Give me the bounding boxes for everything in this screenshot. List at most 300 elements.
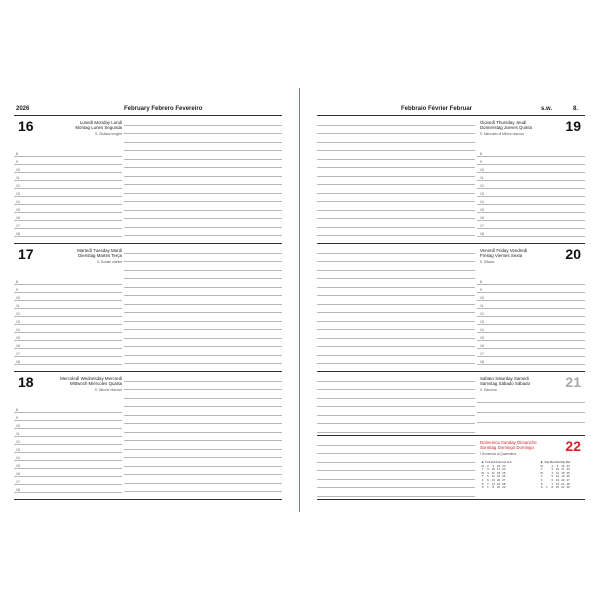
ruled-line — [14, 212, 122, 213]
mini-calendar-cell: Mar — [549, 460, 555, 464]
mini-calendar-cell: 19 — [496, 474, 501, 479]
hour-label: 14 — [16, 328, 20, 332]
day-names-line1: Venerdì Friday Vendredi — [480, 248, 528, 253]
mini-calendar-cell: 5 — [487, 474, 489, 479]
ruled-line — [317, 150, 475, 151]
ruled-line — [124, 218, 282, 219]
hour-label: 13 — [16, 448, 20, 452]
ruled-line — [124, 398, 282, 399]
ruled-line — [124, 491, 282, 492]
ruled-line — [124, 235, 282, 236]
mini-calendar-cell: 1 — [487, 485, 489, 490]
mini-calendar-cell: 25 — [502, 470, 506, 475]
ruled-line — [317, 338, 475, 339]
ruled-line — [317, 346, 475, 347]
mini-calendar-cell: Mar — [560, 460, 566, 464]
ruled-line — [477, 332, 585, 333]
mini-calendar-cell: 6 — [551, 477, 554, 482]
ruled-line — [317, 176, 475, 177]
ruled-line — [477, 308, 585, 309]
mini-calendar-cell: 28 — [502, 481, 506, 486]
mini-calendar-march — [539, 461, 571, 490]
hour-label: 17 — [480, 224, 484, 228]
ruled-line — [124, 125, 282, 126]
hour-label: 18 — [480, 232, 484, 236]
mini-calendar-cell: 1 — [546, 485, 548, 490]
hour-label: 17 — [16, 224, 20, 228]
ruled-line — [124, 483, 282, 484]
hour-label: 16 — [480, 216, 484, 220]
mini-calendar-cell: 22 — [502, 485, 506, 490]
ruled-line — [477, 402, 585, 403]
ruled-line — [477, 340, 585, 341]
hour-label: 14 — [16, 456, 20, 460]
ruled-line — [317, 321, 475, 322]
saint-name: S. Giuliana vergine — [95, 131, 122, 136]
ruled-line — [124, 406, 282, 407]
ruled-line — [317, 201, 475, 202]
ruled-line — [317, 329, 475, 330]
day-names-line2: Freitag Viernes Sexta — [480, 253, 523, 259]
week-label: s.w. — [541, 106, 553, 112]
mini-calendar-cell: S — [540, 485, 543, 490]
hour-label: 9 — [480, 288, 482, 292]
ruled-line — [14, 356, 122, 357]
mini-calendar-cell: Feb — [485, 460, 491, 464]
ruled-line — [14, 300, 122, 301]
mini-calendar-cell: 7 — [487, 481, 489, 486]
hour-label: 11 — [16, 304, 20, 308]
ruled-line — [14, 452, 122, 453]
mini-calendar-cell: ■ — [540, 460, 543, 464]
ruled-line — [477, 324, 585, 325]
ruled-line — [14, 420, 122, 421]
hour-label: 15 — [16, 464, 20, 468]
day-names-line2: Dienstag Martes Terça — [78, 253, 122, 259]
hour-label: 9 — [16, 416, 18, 420]
ruled-line — [477, 284, 585, 285]
ruled-line — [124, 329, 282, 330]
day-separator — [14, 371, 282, 372]
ruled-line — [14, 348, 122, 349]
ruled-line — [14, 236, 122, 237]
ruled-line — [317, 287, 475, 288]
ruled-line — [317, 363, 475, 364]
right-page-header — [317, 104, 585, 116]
mini-calendar-cell: 10 — [491, 467, 495, 472]
ruled-line — [14, 324, 122, 325]
left-page — [14, 100, 282, 500]
hour-label: 9 — [16, 160, 18, 164]
ruled-line — [317, 398, 475, 399]
mini-calendar-february — [480, 461, 512, 490]
ruled-line — [124, 355, 282, 356]
ruled-line — [14, 332, 122, 333]
mini-calendar-cell: 15 — [496, 485, 501, 490]
ruled-line — [317, 125, 475, 126]
ruled-line — [14, 204, 122, 205]
ruled-line — [317, 415, 475, 416]
hour-label: 14 — [16, 200, 20, 204]
mini-calendar-cell: Feb — [496, 460, 501, 464]
ruled-line — [124, 287, 282, 288]
ruled-line — [124, 133, 282, 134]
hour-label: 9 — [480, 160, 482, 164]
ruled-line — [317, 453, 475, 454]
hour-label: 10 — [16, 424, 20, 428]
ruled-line — [14, 284, 122, 285]
ruled-line — [477, 316, 585, 317]
ruled-line — [317, 312, 475, 313]
ruled-line — [477, 356, 585, 357]
ruled-line — [124, 270, 282, 271]
ruled-line — [124, 261, 282, 262]
ruled-line — [124, 432, 282, 433]
mini-calendar-cell: 16 — [561, 463, 565, 468]
ruled-line — [477, 220, 585, 221]
ruled-line — [14, 292, 122, 293]
ruled-line — [14, 412, 122, 413]
hour-label: 11 — [16, 432, 20, 436]
mini-calendar-cell: 3 — [551, 467, 554, 472]
ruled-line — [124, 150, 282, 151]
ruled-line — [14, 364, 122, 365]
hour-label: 18 — [16, 360, 20, 364]
ruled-line — [124, 167, 282, 168]
ruled-line — [14, 228, 122, 229]
ruled-line — [124, 466, 282, 467]
day-names-line1: Domenica Sunday Dimanche — [480, 440, 537, 445]
hour-label: 16 — [16, 216, 20, 220]
mini-calendar-cell: T — [540, 467, 543, 472]
ruled-line — [14, 492, 122, 493]
week-number: 8. — [573, 106, 579, 112]
mini-calendar-cell: 26 — [502, 474, 506, 479]
mini-calendar-cell: 12 — [491, 474, 495, 479]
hour-label: 15 — [480, 336, 484, 340]
hour-label: 15 — [16, 336, 20, 340]
ruled-line — [124, 253, 282, 254]
hour-label: 12 — [480, 312, 484, 316]
mini-calendar-cell: 9 — [556, 463, 559, 468]
day-names-line1: Giovedì Thursday Jeudi — [480, 120, 527, 125]
mini-calendar-cell: 27 — [566, 477, 570, 482]
ruled-line — [14, 316, 122, 317]
hour-label: 9 — [16, 288, 18, 292]
mini-calendar-cell: Mar — [565, 460, 571, 464]
mini-calendar-cell: 27 — [502, 477, 506, 482]
mini-calendar-cell: 4 — [551, 470, 554, 475]
ruled-line — [124, 278, 282, 279]
hour-label: 18 — [16, 488, 20, 492]
hour-label: 18 — [480, 360, 484, 364]
day-names — [44, 120, 122, 137]
ruled-line — [14, 180, 122, 181]
month-label: February Febrero Fevereiro — [124, 106, 203, 112]
year-label: 2026 — [16, 106, 30, 112]
ruled-line — [124, 346, 282, 347]
mini-calendar-cell: 13 — [555, 477, 560, 482]
hour-label: 8 — [480, 280, 482, 284]
ruled-line — [477, 180, 585, 181]
mini-calendar-cell: 8 — [551, 485, 554, 490]
ruled-line — [317, 210, 475, 211]
binding-line — [299, 88, 300, 512]
mini-calendar-cell: 4 — [487, 470, 489, 475]
hour-label: 14 — [480, 200, 484, 204]
ruled-line — [317, 167, 475, 168]
ruled-line — [124, 193, 282, 194]
day-names-line1: Mercoledì Wednesday Mercredi — [60, 376, 122, 381]
ruled-line — [124, 474, 282, 475]
ruled-line — [317, 445, 475, 446]
hour-label: 11 — [480, 304, 484, 308]
hour-label: 10 — [16, 168, 20, 172]
mini-calendar-cell: 11 — [556, 470, 559, 475]
ruled-line — [477, 196, 585, 197]
hour-label: 12 — [16, 184, 20, 188]
ruled-line — [124, 295, 282, 296]
day-names — [44, 248, 122, 265]
hour-label: 18 — [16, 232, 20, 236]
mini-calendar-row — [480, 486, 512, 490]
saint-name: S. Eleonora — [480, 387, 497, 392]
mini-calendar-cell: 23 — [502, 463, 506, 468]
day-block-21 — [317, 372, 585, 436]
ruled-line — [14, 164, 122, 165]
mini-calendar-cell: 12 — [555, 474, 560, 479]
mini-calendar-cell: 20 — [496, 477, 501, 482]
ruled-line — [124, 363, 282, 364]
ruled-line — [317, 389, 475, 390]
ruled-line — [14, 476, 122, 477]
ruled-line — [317, 479, 475, 480]
mini-calendar-cell: M — [481, 463, 484, 468]
ruled-line — [14, 172, 122, 173]
ruled-line — [477, 228, 585, 229]
mini-calendar-cell: 14 — [555, 481, 560, 486]
mini-calendar-cell: 25 — [566, 470, 570, 475]
ruled-line — [317, 423, 475, 424]
mini-calendar-cell: 11 — [491, 470, 495, 475]
hour-label: 8 — [16, 280, 18, 284]
hour-label: 8 — [480, 152, 482, 156]
mini-calendar-cell: 8 — [492, 485, 495, 490]
mini-calendar-cell: ■ — [481, 460, 484, 464]
ruled-line — [477, 412, 585, 413]
ruled-line — [124, 321, 282, 322]
day-names — [480, 120, 560, 137]
mini-calendar-cell: Feb — [490, 460, 496, 464]
hour-label: 10 — [480, 168, 484, 172]
mini-calendar-cell: 17 — [496, 467, 501, 472]
ruled-line — [477, 422, 585, 423]
hour-label: 16 — [16, 344, 20, 348]
mini-calendar-cell: 9 — [492, 463, 495, 468]
ruled-line — [124, 210, 282, 211]
ruled-line — [317, 462, 475, 463]
hour-label: 12 — [16, 440, 20, 444]
mini-calendar-cell: S — [540, 481, 543, 486]
ruled-line — [14, 188, 122, 189]
mini-calendar-cell: S — [481, 485, 484, 490]
hour-label: 17 — [16, 480, 20, 484]
ruled-line — [317, 159, 475, 160]
hour-label: 16 — [480, 344, 484, 348]
ruled-line — [124, 176, 282, 177]
hour-label: 12 — [480, 184, 484, 188]
mini-calendar-cell: 23 — [566, 463, 570, 468]
ruled-line — [14, 460, 122, 461]
mini-calendar-cell: 5 — [551, 474, 554, 479]
ruled-line — [317, 184, 475, 185]
day-separator — [14, 243, 282, 244]
mini-calendar-cell: 14 — [491, 481, 495, 486]
ruled-line — [14, 156, 122, 157]
ruled-line — [477, 236, 585, 237]
hour-label: 10 — [16, 296, 20, 300]
saint-name: S. Donato martire — [97, 259, 122, 264]
ruled-line — [317, 253, 475, 254]
ruled-line — [124, 312, 282, 313]
mini-calendar-cell: 28 — [566, 481, 570, 486]
hour-label: 14 — [480, 328, 484, 332]
ruled-line — [14, 444, 122, 445]
ruled-line — [14, 468, 122, 469]
ruled-line — [124, 415, 282, 416]
ruled-line — [124, 457, 282, 458]
hour-label: 13 — [16, 192, 20, 196]
ruled-line — [14, 484, 122, 485]
ruled-line — [317, 304, 475, 305]
day-names-line1: Lunedì Monday Lundi — [79, 120, 122, 125]
saint-name: I Domenica di Quaresima — [480, 451, 516, 456]
hour-label: 15 — [480, 208, 484, 212]
ruled-line — [477, 172, 585, 173]
day-separator — [317, 499, 585, 500]
ruled-line — [477, 188, 585, 189]
ruled-line — [477, 212, 585, 213]
ruled-line — [477, 292, 585, 293]
mini-calendar-cell: 18 — [496, 470, 501, 475]
day-number: 16 — [18, 118, 34, 134]
mini-calendar-cell: 17 — [561, 467, 565, 472]
day-names-line1: Martedì Tuesday Mardi — [77, 248, 122, 253]
day-names — [44, 376, 122, 393]
ruled-line — [317, 193, 475, 194]
day-separator — [317, 243, 585, 244]
day-names-line2: Donnerstag Jueves Quinta — [480, 125, 532, 131]
mini-calendar-cell: 2 — [487, 463, 489, 468]
mini-calendar-cell: S — [481, 481, 484, 486]
ruled-line — [317, 355, 475, 356]
day-number: 21 — [565, 374, 581, 390]
day-number: 19 — [565, 118, 581, 134]
hour-label: 13 — [16, 320, 20, 324]
ruled-line — [317, 487, 475, 488]
mini-calendar-cell: 15 — [555, 485, 560, 490]
ruled-line — [124, 184, 282, 185]
mini-calendar-cell: 18 — [561, 470, 565, 475]
saint-name: S. Simone vescovo — [94, 387, 122, 392]
day-names-line2: Samstag Sábado Sábado — [480, 381, 531, 387]
mini-calendar-cell: 3 — [487, 467, 489, 472]
mini-calendar-cell: W — [481, 470, 484, 475]
ruled-line — [477, 348, 585, 349]
hour-label: 11 — [480, 176, 484, 180]
mini-calendar-cell: 20 — [561, 477, 565, 482]
saint-name: S. Silvano — [480, 259, 495, 264]
ruled-line — [14, 308, 122, 309]
day-names-line2: Montag Lunes Segunda — [75, 125, 122, 131]
mini-calendar-cell: M — [540, 463, 543, 468]
day-separator — [14, 499, 282, 500]
day-separator — [317, 435, 585, 436]
hour-label: 10 — [480, 296, 484, 300]
ruled-line — [124, 338, 282, 339]
day-separator — [317, 371, 585, 372]
day-names — [480, 248, 560, 265]
mini-calendar-cell: 22 — [561, 485, 565, 490]
day-number: 22 — [565, 438, 581, 454]
ruled-line — [317, 278, 475, 279]
right-page — [317, 100, 585, 500]
mini-calendar-cell — [506, 486, 511, 490]
hour-label: 13 — [480, 192, 484, 196]
day-names-line1: Sabato Saturday Samedi — [480, 376, 529, 381]
ruled-line — [124, 423, 282, 424]
ruled-line — [14, 196, 122, 197]
ruled-line — [124, 389, 282, 390]
mini-calendar-cell: 6 — [487, 477, 489, 482]
left-page-header — [14, 104, 282, 116]
mini-calendar-cell: 19 — [561, 474, 565, 479]
ruled-line — [317, 432, 475, 433]
ruled-line — [317, 270, 475, 271]
ruled-line — [317, 218, 475, 219]
ruled-line — [124, 159, 282, 160]
month-label: Febbraio Février Februar — [401, 106, 473, 112]
mini-calendar-cell: 21 — [561, 481, 565, 486]
ruled-line — [124, 201, 282, 202]
mini-calendar-cell: F — [540, 477, 543, 482]
ruled-line — [317, 142, 475, 143]
hour-label: 17 — [480, 352, 484, 356]
day-names-line2: Mittwoch Miércoles Quarta — [70, 381, 122, 387]
hour-label: 16 — [16, 472, 20, 476]
ruled-line — [124, 142, 282, 143]
saint-name: S. Mansueto di Milano vescovo — [480, 131, 525, 136]
hour-label: 15 — [16, 208, 20, 212]
mini-calendar-cell: T — [540, 474, 543, 479]
ruled-line — [124, 304, 282, 305]
hour-label: 13 — [480, 320, 484, 324]
ruled-line — [477, 164, 585, 165]
hour-label: 8 — [16, 152, 18, 156]
ruled-line — [317, 496, 475, 497]
day-names-line2: Sonntag Domingo Domingo — [480, 445, 534, 451]
mini-calendar-cell: W — [540, 470, 543, 475]
day-names — [480, 376, 560, 393]
hour-label: 17 — [16, 352, 20, 356]
mini-calendar-cell: T — [481, 467, 484, 472]
day-number: 18 — [18, 374, 34, 390]
ruled-line — [317, 381, 475, 382]
ruled-line — [124, 440, 282, 441]
day-names — [480, 440, 560, 457]
mini-calendar-cell: Mar — [555, 460, 560, 464]
mini-calendar-cell: 10 — [555, 467, 560, 472]
